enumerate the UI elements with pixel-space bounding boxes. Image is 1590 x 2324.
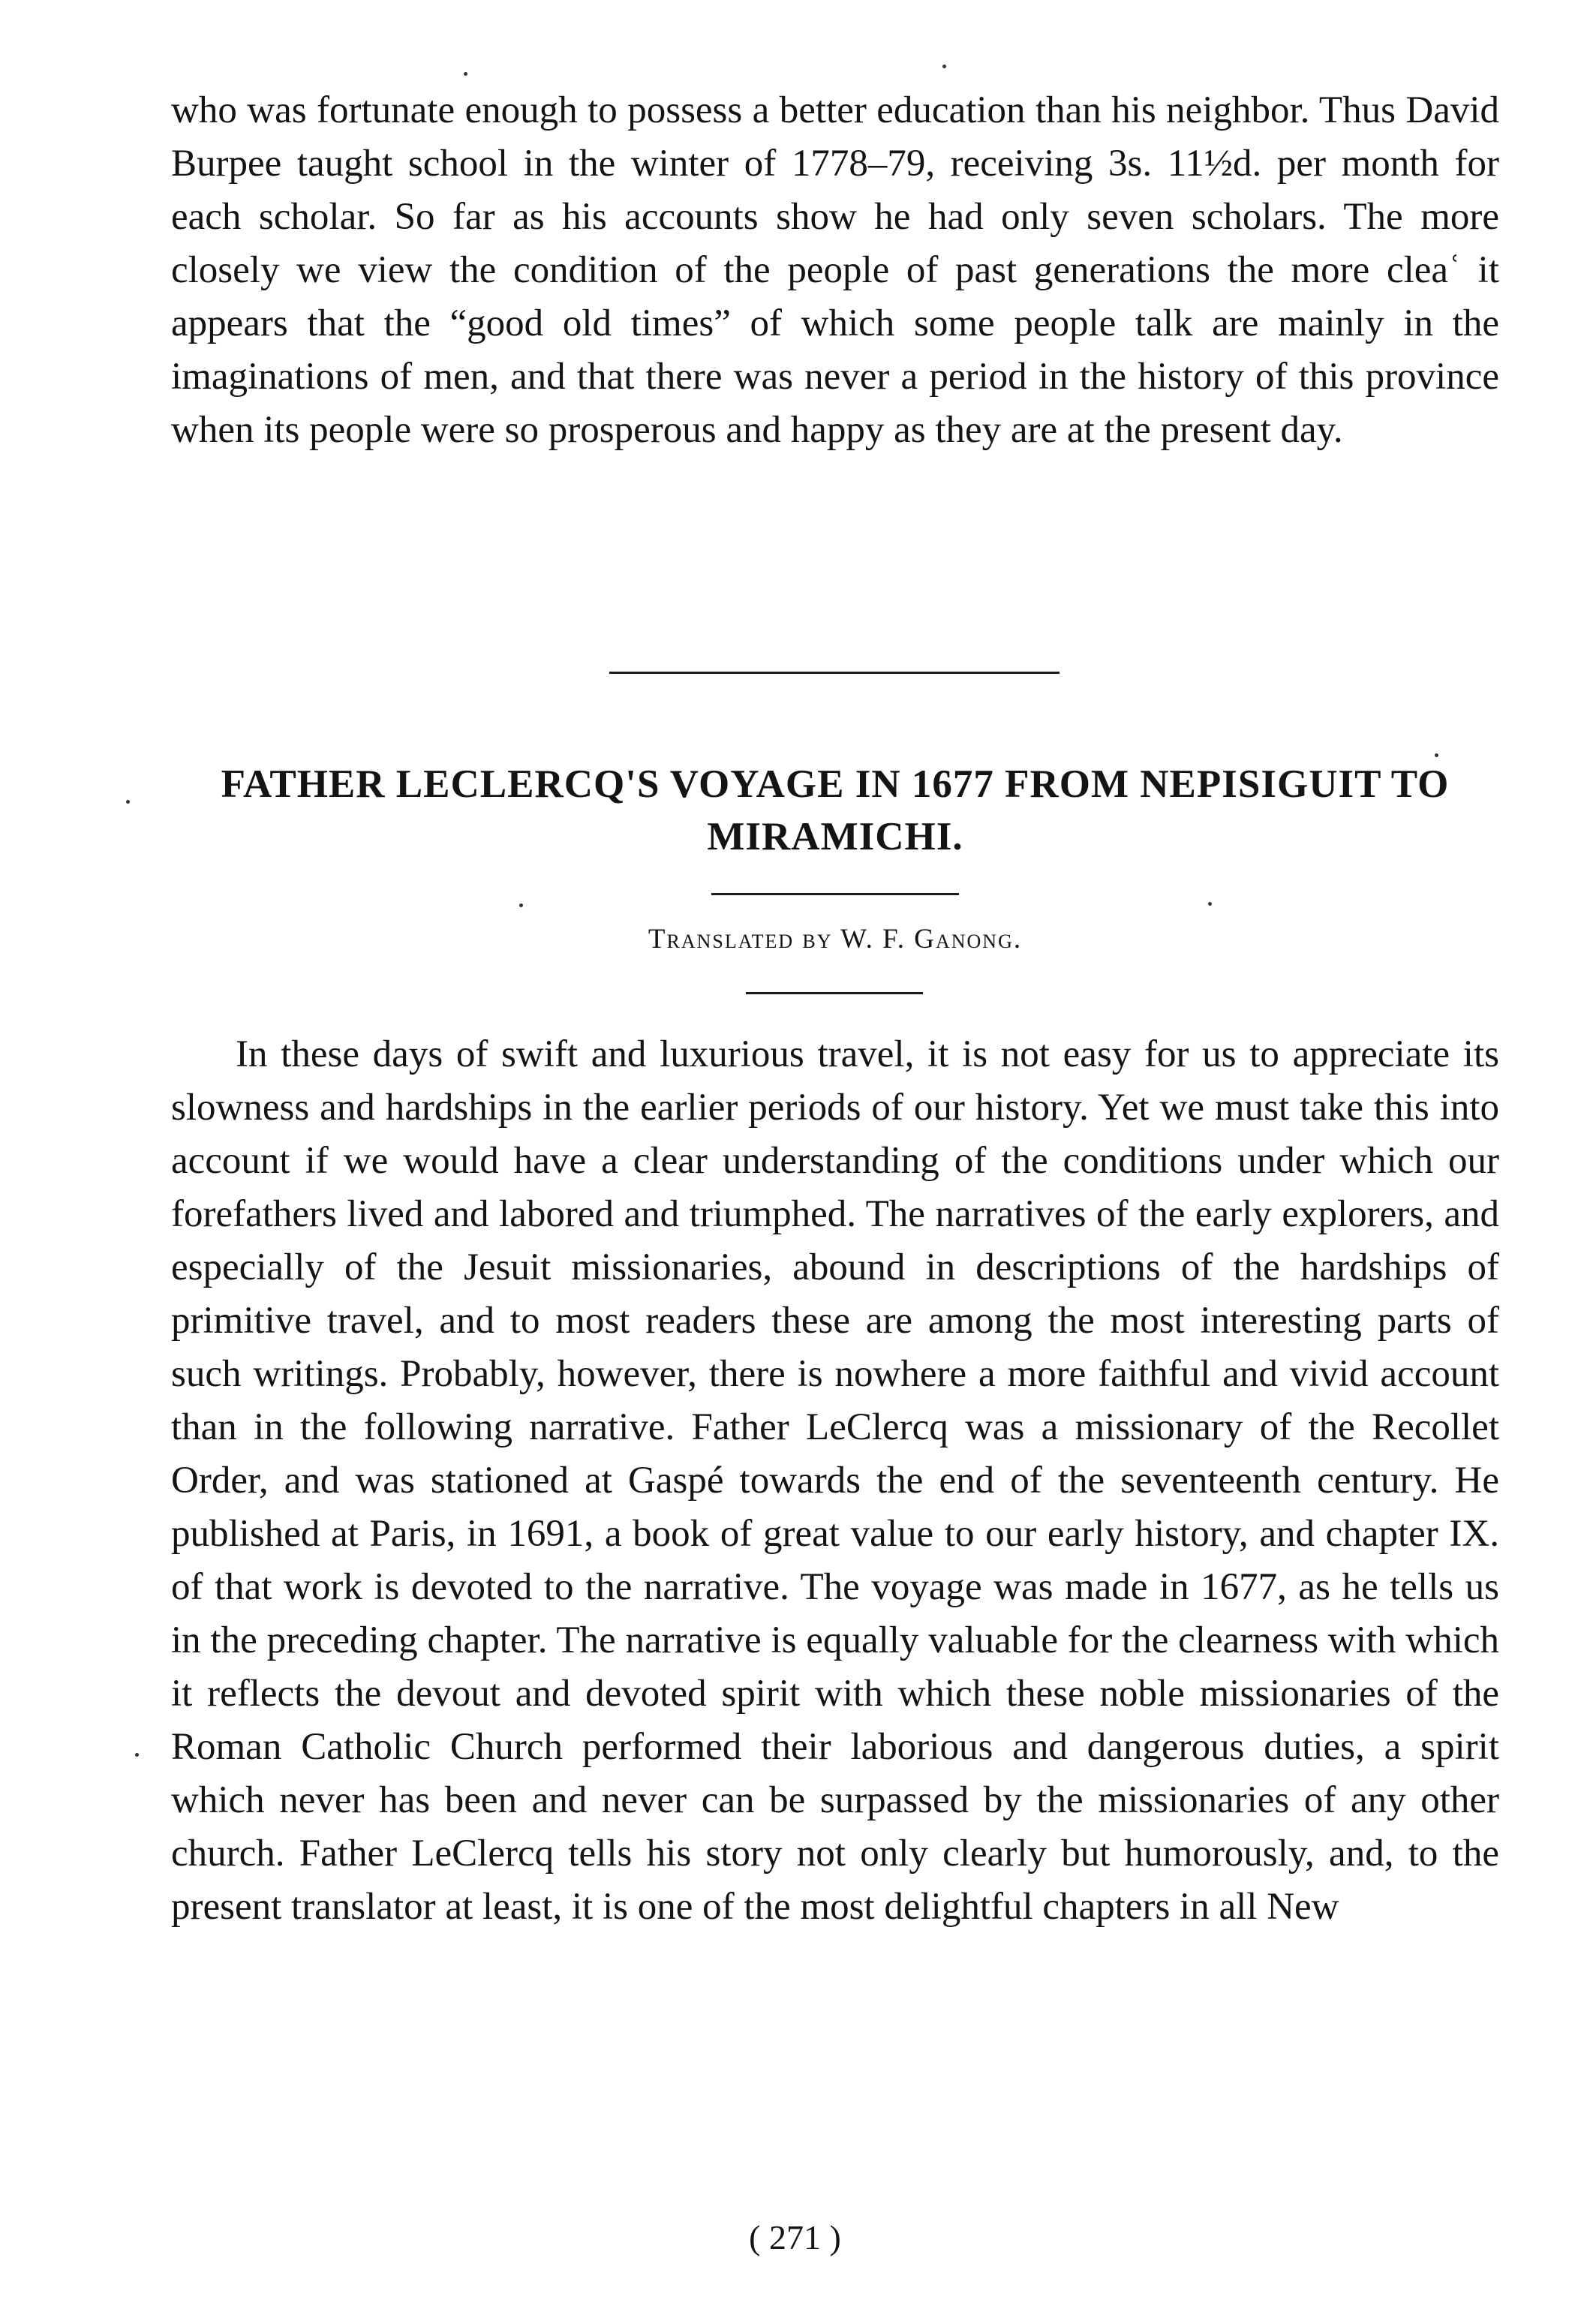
print-speck xyxy=(135,1753,139,1757)
continued-paragraph: who was fortunate enough to possess a better education than his neighbor. Thus David Burpee taught school in the winter of 1778–79, receiving 3s. 11½d. per month for each scholar. So far as his accounts show he had only seven scholars. The more closely we view the condition of the people of past generations the more cleaʿ it appears that the “good old times” of which some people talk are mainly in the imaginations of men, and that there was never a period in the history of this province when its people were so prosperous and happy as they are at the present day. xyxy=(171,89,1499,451)
print-speck xyxy=(942,65,946,68)
print-speck xyxy=(126,800,130,804)
translator-byline: Translated by W. F. Ganong. xyxy=(648,924,1023,955)
print-speck xyxy=(519,903,523,907)
section-divider-rule xyxy=(609,672,1059,674)
article-paragraph: In these days of swift and luxurious travel, it is not easy for us to appreciate its slowness and hardships in the earlier periods of our history. Yet we must take this into account if we would have a clear understanding of the conditions under which our forefathers lived and labored and triumphed. The narratives of the early explorers, and especially of the Jesuit missionaries, abound in descriptions of the hardships of primitive travel, and to most readers these are among the most interesting parts of such writings. Probably, however, there is nowhere a more faithful and vivid account than in the following narrative. Father LeClercq was a missionary of the Recollet Order, and was stationed at Gaspé towards the end of the seventeenth century. He published at Paris, in 1691, a book of great value to our early history, and chapter IX. of that work is devoted to the narrative. The voyage was made in 1677, as he tells us in the preceding chapter. The narrative is equally valuable for the clearness with which it reflects the devout and devoted spirit with which these noble missionaries of the Roman Catholic Church performed their laborious and dangerous duties, a spirit which never has been and never can be surpassed by the missionaries of any other church. Father LeClercq tells his story not only clearly but humorously, and, to the present translator at least, it is one of the most delightful chapters in all New xyxy=(171,1033,1499,1928)
title-underline-rule xyxy=(711,893,959,895)
print-speck xyxy=(1208,902,1212,906)
print-speck xyxy=(1435,753,1438,757)
byline-underline-rule xyxy=(746,992,923,994)
page-number: ( 271 ) xyxy=(749,2218,841,2256)
print-speck xyxy=(464,72,467,76)
continued-text-block xyxy=(171,84,1499,457)
article-body xyxy=(171,1028,1499,1934)
article-title: FATHER LECLERCQ'S VOYAGE IN 1677 FROM NEPISIGUIT TO MIRAMICHI. xyxy=(221,762,1450,858)
